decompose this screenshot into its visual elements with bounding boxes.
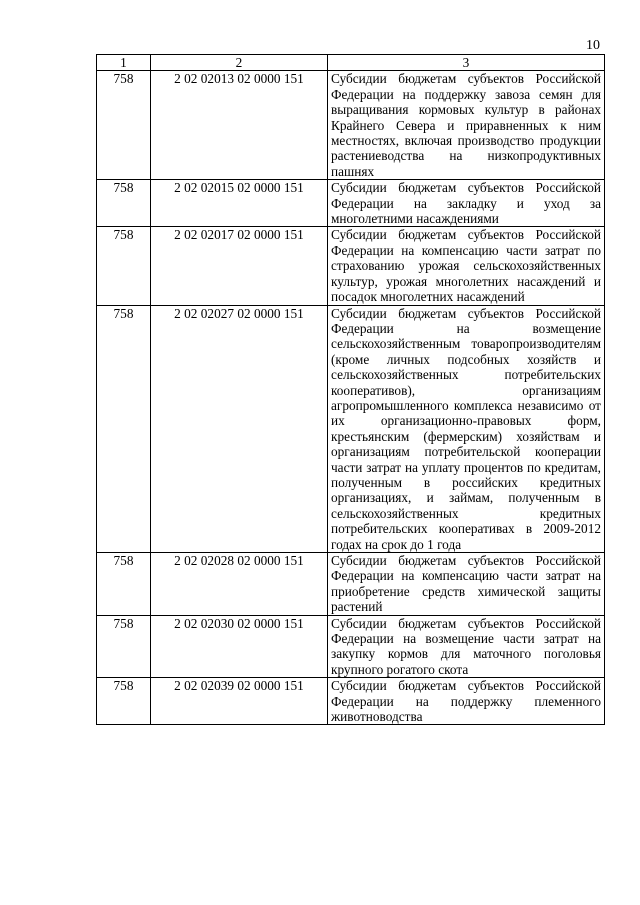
table-row	[97, 678, 605, 725]
description-cell: Субсидии бюджетам субъектов Российской Федерации на возмещение части затрат на закупку кормов для маточного поголовья крупного рогатого скота	[328, 615, 605, 678]
budget-code-cell: 2 02 02015 02 0000 151	[151, 180, 328, 227]
table-row	[97, 227, 605, 305]
description-cell: Субсидии бюджетам субъектов Российской Федерации на компенсацию части затрат по страхованию урожая сельскохозяйственных культур, урожая многолетних насаждений и посадок многолетних насаждений	[328, 227, 605, 305]
budget-code-cell: 2 02 02017 02 0000 151	[151, 227, 328, 305]
page-number: 10	[586, 38, 600, 53]
admin-code-cell: 758	[97, 553, 151, 616]
budget-code-cell: 2 02 02039 02 0000 151	[151, 678, 328, 725]
column-header-1: 1	[97, 55, 151, 71]
description-cell: Субсидии бюджетам субъектов Российской Федерации на поддержку племенного животноводства	[328, 678, 605, 725]
budget-code-cell: 2 02 02013 02 0000 151	[151, 71, 328, 180]
budget-code-cell: 2 02 02027 02 0000 151	[151, 305, 328, 553]
description-cell: Субсидии бюджетам субъектов Российской Федерации на закладку и уход за многолетними насаждениями	[328, 180, 605, 227]
admin-code-cell: 758	[97, 678, 151, 725]
description-cell: Субсидии бюджетам субъектов Российской Федерации на поддержку завоза семян для выращивания кормовых культур в районах Крайнего Севера и приравненных к ним местностях, включая производство продукции растениеводства на низкопродуктивных пашнях	[328, 71, 605, 180]
table-row	[97, 553, 605, 616]
admin-code-cell: 758	[97, 305, 151, 553]
admin-code-cell: 758	[97, 615, 151, 678]
admin-code-cell: 758	[97, 180, 151, 227]
table-row	[97, 305, 605, 553]
table-header-row	[97, 55, 605, 71]
admin-code-cell: 758	[97, 227, 151, 305]
table-row	[97, 180, 605, 227]
admin-code-cell: 758	[97, 71, 151, 180]
table-row	[97, 71, 605, 180]
budget-codes-table	[96, 54, 605, 725]
table-row	[97, 615, 605, 678]
budget-code-cell: 2 02 02030 02 0000 151	[151, 615, 328, 678]
budget-code-cell: 2 02 02028 02 0000 151	[151, 553, 328, 616]
column-header-2: 2	[151, 55, 328, 71]
description-cell: Субсидии бюджетам субъектов Российской Федерации на компенсацию части затрат на приобретение средств химической защиты растений	[328, 553, 605, 616]
column-header-3: 3	[328, 55, 605, 71]
description-cell: Субсидии бюджетам субъектов Российской Федерации на возмещение сельскохозяйственным товаропроизводителям (кроме личных подсобных хозяйств и сельскохозяйственных потребительских кооперативов), организациям агропромышленного комплекса независимо от их организационно-правовых форм, крестьянским (фермерским) хозяйствам и организациям потребительской кооперации части затрат на уплату процентов по кредитам, полученным в российских кредитных организациях, и займам, полученным в сельскохозяйственных кредитных потребительских кооперативах в 2009-2012 годах на срок до 1 года	[328, 305, 605, 553]
